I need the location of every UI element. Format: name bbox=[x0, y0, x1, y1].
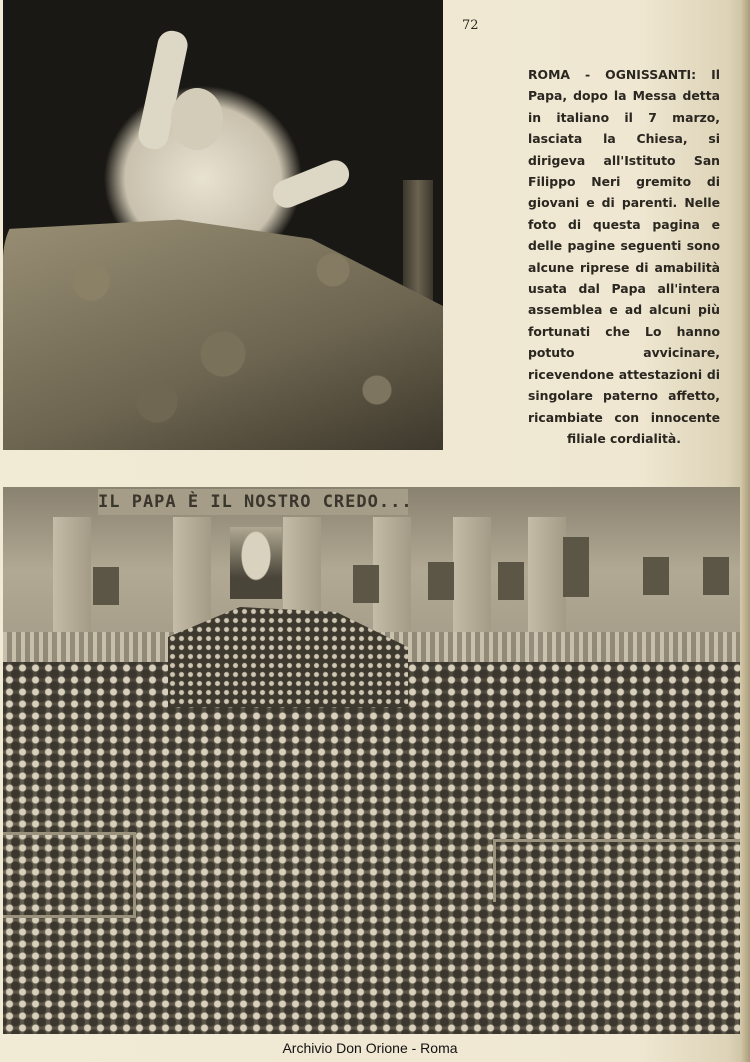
page-number: 72 bbox=[462, 18, 479, 33]
photo-caption: ROMA - OGNISSANTI: Il Papa, dopo la Messa detta in italiano il 7 marzo, lasciata la Chiesa, si dirigeva all'Istituto San Filippo Neri gremito di giovani e di parenti. Nelle foto di questa pagina e delle pagine seguenti sono alcune riprese di amabilità usata dal Papa all'intera assemblea e ad alcuni più fortunati che Lo hanno potuto avvicinare, ricevendone attestazioni di singolare paterno affetto, ricambiate con innocente filiale cordialità. bbox=[528, 67, 720, 446]
railing-right bbox=[493, 839, 744, 902]
archive-footer: Archivio Don Orione - Roma bbox=[282, 1040, 458, 1056]
portrait-on-facade bbox=[230, 527, 282, 599]
railing-left bbox=[3, 832, 136, 918]
photo-pope-blessing bbox=[3, 0, 443, 450]
photo-crowd-courtyard bbox=[3, 487, 744, 1034]
brocade-drape bbox=[3, 210, 443, 450]
facade-banner: IL PAPA È IL NOSTRO CREDO... bbox=[98, 489, 408, 515]
